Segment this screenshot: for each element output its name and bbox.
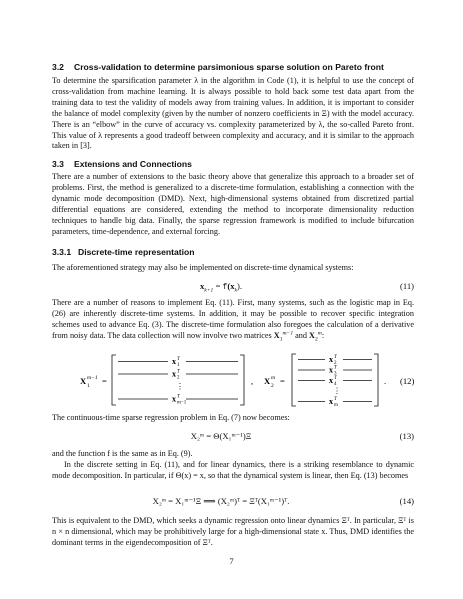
paragraph-reasons-text: There are a number of reasons to implement Eq. (11). First, many systems, such as the logistic map in Eq. (26) are inherently discrete-time systems. In addition, it may be possible to recover specific integration schemes used to advance Eq. (3). The discrete-time formulation also foregoes the calculation of a derivative from noisy data. The data collection will now involve two matrices <box>52 298 414 340</box>
paragraph-dmd: This is equivalent to the DMD, which seeks a dynamic regression onto linear dynamics Ξᵀ. In particular, Ξᵀ is n × n dimensional, which may be prohibitively large for a high-dimensional state x. Thus, DMD identifies the dominant terms in the eigendecomposition of Ξᵀ. <box>52 516 414 547</box>
matrix-1-row-transpose: T <box>177 369 180 375</box>
paragraph-function-f: and the function f is the same as in Eq. (9). <box>52 449 193 458</box>
eq12-lhs2-sub: 2 <box>271 383 274 389</box>
matrix-x1-sup: m−1 <box>282 329 294 336</box>
matrix-2-row-transpose: T <box>334 355 337 360</box>
paragraph-reasons <box>52 298 414 342</box>
equation-11 <box>52 281 414 293</box>
eq12-period: . <box>384 376 387 386</box>
equation-number: (14) <box>399 496 414 506</box>
matrix-1-row-vector: x <box>172 357 176 366</box>
matrix-1-right-bracket <box>240 355 244 405</box>
equation-14 <box>52 496 414 508</box>
section-number: 3.2 <box>52 62 64 72</box>
equation-number: (12) <box>400 376 414 386</box>
paragraph-discrete-intro: The aforementioned strategy may also be implemented on discrete-time dynamical systems: <box>52 263 354 272</box>
section-heading-3-3 <box>52 159 192 169</box>
matrix-2-row-vector: x <box>329 365 333 375</box>
matrix-1-row-vector: x <box>172 369 176 379</box>
matrix-2-row-transpose: T <box>334 376 337 381</box>
matrix-1-row-index: m−1 <box>177 400 187 406</box>
paragraph-continuous: The continuous-time sparse regression problem in Eq. (7) now becomes: <box>52 413 290 422</box>
matrix-x2-sub: 2 <box>314 336 318 343</box>
eq12-lhs2-sup: m <box>271 375 276 381</box>
matrix-2-left-bracket <box>292 354 296 406</box>
matrix-2-row-vector: x <box>329 397 333 406</box>
section-number: 3.3 <box>52 159 64 169</box>
section-title: Extensions and Connections <box>74 159 192 169</box>
matrix-2-row-transpose: T <box>334 397 337 402</box>
matrix-2-row-index: 2 <box>334 361 337 366</box>
matrix-1-left-bracket <box>112 355 116 405</box>
matrix-x2-sup: m <box>317 329 322 336</box>
matrix-x2: X <box>309 330 315 340</box>
equation-12-lhs1 <box>80 375 107 389</box>
section-title: Cross-validation to determine parsimonious sparse solution on Pareto front <box>74 62 384 72</box>
matrix-x1-sub: 1 <box>279 336 283 343</box>
matrix-2 <box>292 354 378 408</box>
page-number: 7 <box>229 556 234 566</box>
equation-number: (13) <box>399 431 414 441</box>
section-heading-3-2 <box>52 62 384 72</box>
equation-12 <box>52 352 414 408</box>
equation-11-body <box>52 281 390 292</box>
equation-12-lhs2 <box>264 375 285 389</box>
matrix-2-row-vector: ⋮ <box>333 386 341 396</box>
equation-number: (11) <box>400 281 414 291</box>
matrix-1-row-index: 1 <box>177 363 180 368</box>
matrix-1-row-index: 2 <box>177 375 180 381</box>
eq12-lhs1-sup: m−1 <box>87 375 98 381</box>
and-text: and <box>293 330 310 340</box>
eq12-eq-sign-1: = <box>102 376 107 386</box>
matrix-1-row-transpose: T <box>177 357 180 362</box>
subsection-number: 3.3.1 <box>52 247 72 257</box>
matrix-2-row-index: 4 <box>334 382 337 387</box>
paragraph-extensions: There are a number of extensions to the basic theory above that generalize this approach to a broader set of problems. First, the method is generalized to a discrete-time formulation, establishing a connection with the dynamic mode decomposition (DMD). Next, high-dimensional systems obtained from discretized partial differential equations are considered, extending the method to incorporate dimensionality reduction techniques to handle big data. Finally, the sparse regression framework is modified to include bifurcation parameters, time-dependence, and external forcing. <box>52 172 414 236</box>
equation-13 <box>52 431 414 443</box>
eq11-equals: = <box>213 281 223 291</box>
matrix-2-row-transpose: T <box>334 365 337 371</box>
eq12-lhs1-sub: 1 <box>87 383 90 389</box>
eq12-lhs1-symbol: X <box>80 376 87 386</box>
matrix-1-row-vector: x <box>172 394 176 404</box>
eq11-arg-sub: k <box>234 287 237 294</box>
eq11-arg: (x <box>227 281 235 291</box>
paragraph-cross-validation: To determine the sparsification parameter λ in the algorithm in Code (1), it is helpful to use the concept of cross-validation from machine learning. It is always possible to hold back some test data apart from the training data to test the validity of models away from training values. In addition, it is important to consider the balance of model complexity (given by the number of nonzero coefficients in Ξ) with the model accuracy. There is an “elbow” in the curve of accuracy vs. complexity parameterized by λ, the so-called Pareto front. This value of λ represents a good tradeoff between complexity and accuracy, and it is similar to the approach taken in [3]. <box>52 76 414 151</box>
matrix-2-right-bracket <box>374 354 378 406</box>
equation-14-body: X₂ᵐ = X₁ᵐ⁻¹Ξ ⟹ (X₂ᵐ)ᵀ = Ξᵀ(X₁ᵐ⁻¹)ᵀ. <box>152 496 290 506</box>
matrix-1-row-vector: ⋮ <box>176 382 184 391</box>
eq11-fn: f <box>222 283 228 292</box>
equation-13-body: X₂ᵐ = Θ(X₁ᵐ⁻¹)Ξ <box>190 431 252 441</box>
matrix-1 <box>112 355 244 406</box>
matrix-2-row-vector: x <box>329 376 333 385</box>
matrix-1-row-transpose: T <box>177 394 180 400</box>
eq12-comma: , <box>251 376 254 386</box>
matrix-2-row-index: 3 <box>334 371 337 377</box>
paragraph-linear-dynamics: In the discrete setting in Eq. (11), and for linear dynamics, there is a striking resemblance to dynamic mode decomposition. In particular, if Θ(x) = x, so that the dynamical system is linear, then Eq. (13) becomes <box>52 460 414 480</box>
eq11-lhs-sub: k+1 <box>204 287 214 294</box>
matrix-x1: X <box>273 330 280 340</box>
matrix-2-row-vector: x <box>329 355 333 364</box>
matrix-2-row-index: m <box>334 403 338 408</box>
subsection-heading-3-3-1 <box>52 247 195 257</box>
eq12-eq-sign-2: = <box>280 376 285 386</box>
eq12-lhs2-symbol: X <box>264 376 271 386</box>
subsection-title: Discrete-time representation <box>78 247 195 257</box>
eq11-lhs: x <box>200 281 205 291</box>
colon-text: : <box>321 330 325 340</box>
eq11-end: ). <box>236 281 242 291</box>
